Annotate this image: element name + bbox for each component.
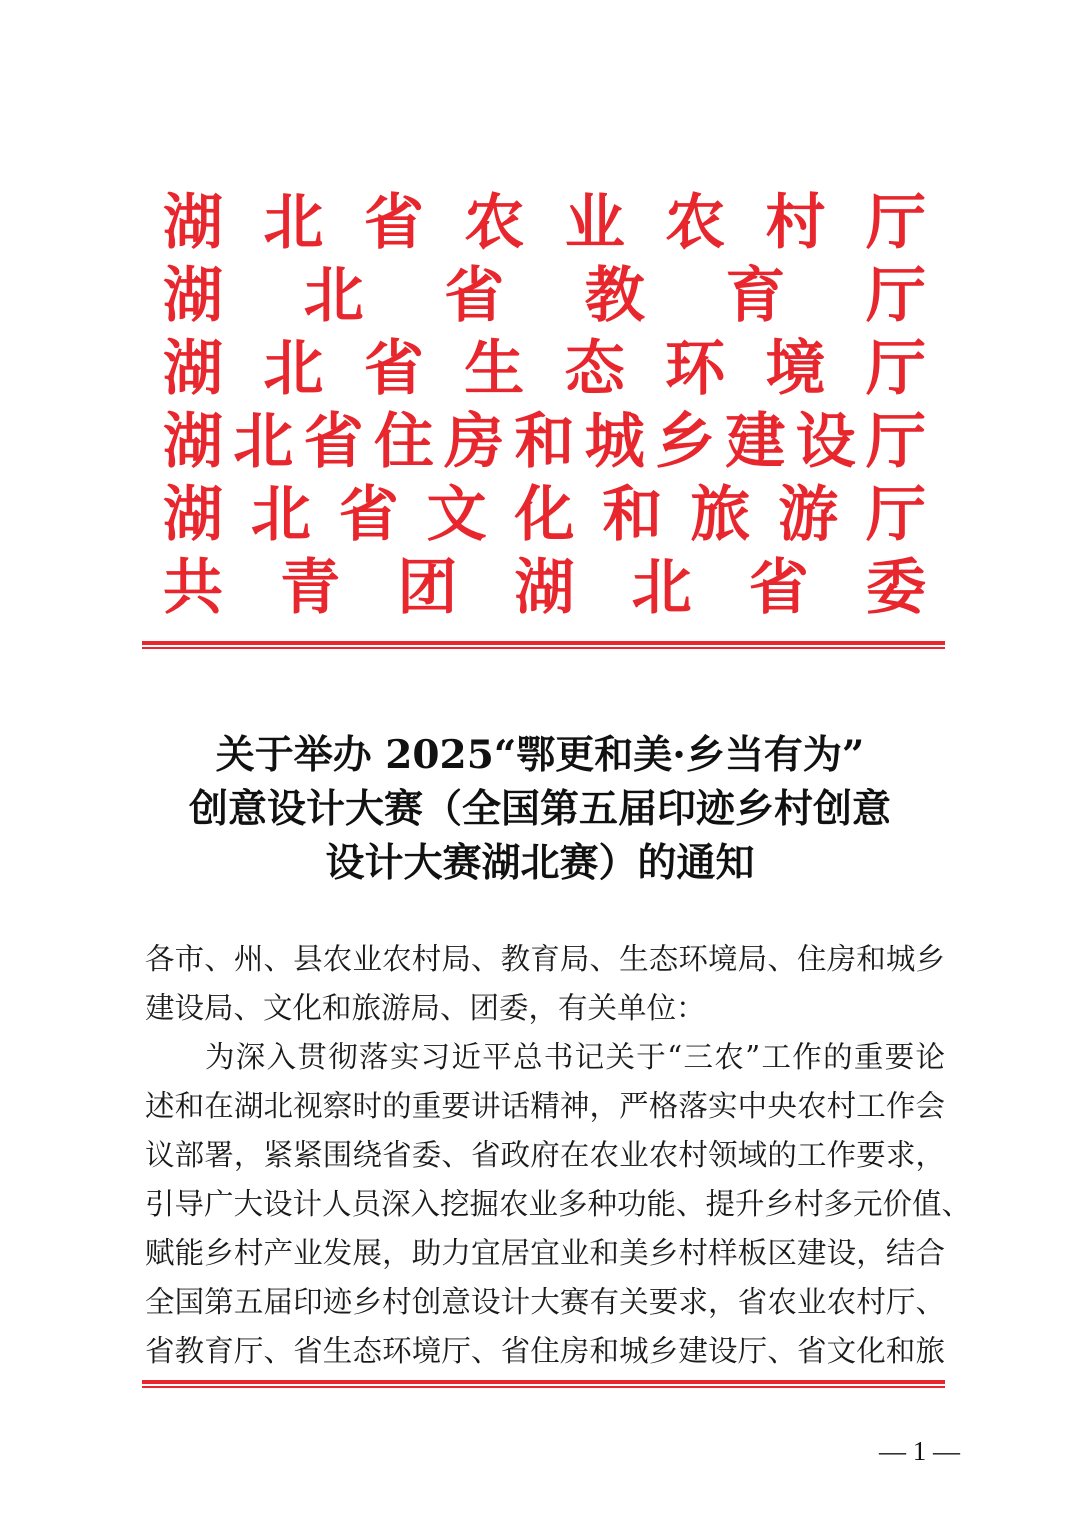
agency-character: 厅 [865, 334, 926, 404]
paragraph-line: 全国第五届印迹乡村创意设计大赛有关要求，省农业农村厅、 [145, 1285, 945, 1319]
paragraph-line: 为深入贯彻落实习近平总书记关于“三农”工作的重要论 [205, 1040, 945, 1074]
page-number: — 1 — [879, 1436, 960, 1466]
agency-character: 游 [778, 480, 839, 550]
agency-character: 村 [765, 188, 826, 258]
agency-character: 北 [303, 261, 364, 331]
paragraph-line: 议部署，紧紧围绕省委、省政府在农业农村领域的工作要求， [145, 1138, 945, 1172]
document-body [145, 935, 972, 1376]
agency-character: 湖 [163, 261, 223, 331]
agency-line [162, 333, 927, 406]
paragraph-line: 赋能乡村产业发展，助力宜居宜业和美乡村样板区建设，结合 [145, 1236, 945, 1270]
agency-character: 省 [338, 480, 399, 550]
agency-character: 厅 [865, 407, 926, 477]
title-line: 设计大赛湖北赛）的通知 [325, 840, 755, 886]
agency-character: 化 [514, 480, 575, 550]
paragraph-line: 引导广大设计人员深入挖掘农业多种功能、提升乡村多元价值、 [145, 1187, 972, 1221]
agency-character: 北 [263, 334, 324, 404]
agency-character: 北 [263, 188, 324, 258]
red-masthead [162, 187, 927, 625]
agency-character: 业 [564, 188, 625, 258]
agency-line [162, 552, 927, 625]
paragraph-line: 省教育厅、省生态环境厅、省住房和城乡建设厅、省文化和旅 [145, 1334, 945, 1368]
agency-character: 北 [631, 553, 692, 623]
agency-character: 团 [397, 553, 458, 623]
agency-character: 城 [584, 407, 645, 477]
agency-character: 环 [665, 334, 726, 404]
agency-character: 农 [665, 188, 726, 258]
agency-character: 设 [795, 407, 856, 477]
agency-character: 住 [373, 407, 434, 477]
agency-character: 北 [250, 480, 311, 550]
agency-character: 省 [363, 188, 424, 258]
agency-character: 建 [725, 407, 786, 477]
agency-character: 青 [280, 553, 341, 623]
agency-character: 湖 [163, 334, 223, 404]
agency-character: 和 [602, 480, 663, 550]
agency-line [162, 187, 927, 260]
addressee-line: 各市、州、县农业农村局、教育局、生态环境局、住房和城乡 [145, 942, 945, 976]
agency-line [162, 406, 927, 479]
agency-character: 境 [765, 334, 826, 404]
agency-character: 湖 [163, 188, 223, 258]
agency-character: 生 [464, 334, 525, 404]
agency-character: 育 [725, 261, 786, 331]
agency-character: 和 [514, 407, 575, 477]
agency-line [162, 260, 927, 333]
agency-character: 乡 [655, 407, 716, 477]
agency-character: 农 [464, 188, 525, 258]
agency-character: 厅 [866, 480, 926, 550]
agency-character: 房 [444, 407, 505, 477]
agency-character: 厅 [865, 261, 926, 331]
masthead-red-rule [142, 641, 945, 648]
agency-character: 教 [584, 261, 645, 331]
agency-character: 省 [303, 407, 364, 477]
document-title [100, 728, 980, 890]
agency-character: 省 [748, 553, 809, 623]
agency-character: 湖 [163, 407, 223, 477]
agency-character: 厅 [865, 188, 926, 258]
paragraph-line: 述和在湖北视察时的重要讲话精神，严格落实中央农村工作会 [145, 1089, 945, 1123]
agency-character: 共 [163, 553, 223, 623]
agency-character: 省 [363, 334, 424, 404]
agency-line [162, 479, 927, 552]
title-line: 创意设计大赛（全国第五届印迹乡村创意 [188, 786, 891, 832]
title-line: 关于举办 2025“鄂更和美·乡当有为” [215, 732, 865, 778]
agency-character: 湖 [514, 553, 575, 623]
agency-character: 北 [233, 407, 294, 477]
addressee-line: 建设局、文化和旅游局、团委，有关单位： [145, 991, 706, 1025]
agency-character: 委 [865, 553, 926, 623]
agency-character: 湖 [163, 480, 223, 550]
agency-character: 旅 [690, 480, 751, 550]
agency-character: 省 [444, 261, 505, 331]
agency-character: 态 [564, 334, 625, 404]
footer-red-rule [142, 1380, 945, 1387]
agency-character: 文 [426, 480, 487, 550]
